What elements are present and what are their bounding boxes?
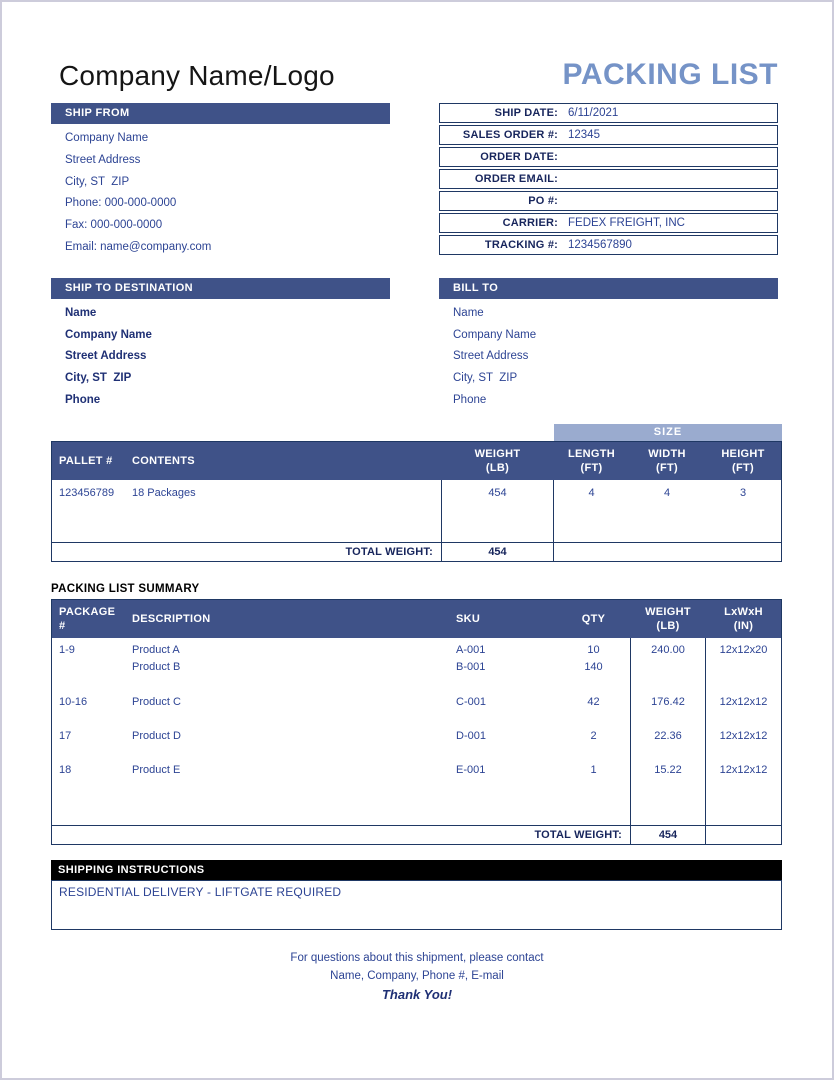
sku-cell: D-001	[456, 729, 486, 742]
footer-contact-line: For questions about this shipment, please contact	[290, 951, 544, 964]
ship-to-name: Name	[65, 306, 97, 319]
length-column-header: LENGTH (FT)	[567, 447, 616, 474]
qty-cell: 1	[590, 763, 597, 776]
summary-table-section	[51, 599, 782, 845]
pallet-number-column-header: PALLET #	[59, 454, 113, 467]
ship-from-lines	[51, 128, 390, 259]
pallet-width-cell: 4	[663, 486, 671, 499]
package-number-cell: 17	[59, 729, 72, 742]
pallet-length-cell: 4	[588, 486, 595, 499]
pallet-height-cell: 3	[739, 486, 747, 499]
shipping-instructions-header: SHIPPING INSTRUCTIONS	[51, 860, 782, 880]
carrier-row	[439, 213, 778, 233]
order-date-row	[439, 147, 778, 167]
summary-weight-column-header: WEIGHT (LB)	[645, 605, 691, 632]
weight-cell: 22.36	[630, 724, 706, 758]
bill-to-phone: Phone	[453, 393, 487, 406]
shipping-instructions-text: RESIDENTIAL DELIVERY - LIFTGATE REQUIRED	[51, 880, 782, 930]
ship-to-bill-to-row	[51, 278, 778, 412]
pallet-total-weight-value: 454	[441, 543, 554, 561]
height-column-header: HEIGHT (FT)	[721, 447, 765, 474]
ship-date-row	[439, 103, 778, 123]
package-number-cell: 1-9	[59, 643, 75, 656]
order-email-row	[439, 169, 778, 189]
carrier-value: FEDEX FREIGHT, INC	[568, 217, 685, 229]
ship-to-header: SHIP TO DESTINATION	[51, 278, 390, 299]
ship-from-email: Email: name@company.com	[65, 240, 212, 253]
summary-row-group-1	[52, 638, 781, 690]
ship-from-fax: Fax: 000-000-0000	[65, 219, 163, 232]
sku-column-header: SKU	[456, 612, 481, 625]
pallet-total-weight-label: TOTAL WEIGHT:	[345, 545, 433, 558]
ship-to-company: Company Name	[65, 328, 152, 341]
description-column-header: DESCRIPTION	[132, 612, 211, 625]
size-group-header: SIZE	[554, 424, 782, 441]
sales-order-row	[439, 125, 778, 145]
tracking-number-row	[439, 235, 778, 255]
summary-total-weight-value: 454	[630, 826, 706, 844]
sku-cell: E-001	[456, 763, 486, 776]
ship-to-city: City, ST ZIP	[65, 372, 132, 385]
contents-column-header: CONTENTS	[132, 454, 195, 467]
footer-contact-details: Name, Company, Phone #, E-mail	[330, 969, 504, 982]
pallet-table	[51, 441, 782, 562]
summary-row-group-3	[52, 724, 781, 758]
summary-section-title: PACKING LIST SUMMARY	[51, 582, 200, 595]
summary-row-group-2	[52, 690, 781, 724]
bill-to-city: City, ST ZIP	[453, 372, 518, 385]
bill-to-header: BILL TO	[439, 278, 778, 299]
pallet-table-section	[51, 424, 782, 562]
pallet-weight-cell: 454	[441, 480, 554, 542]
qty-cell: 10 140	[584, 643, 603, 673]
contents-cell: 18 Packages	[132, 486, 196, 499]
ship-from-street: Street Address	[65, 153, 141, 166]
description-cell: Product E	[132, 763, 181, 776]
shipping-instructions-section	[51, 860, 782, 930]
company-logo-text: Company Name/Logo	[59, 60, 335, 91]
ship-from-phone: Phone: 000-000-0000	[65, 197, 177, 210]
summary-table-body	[52, 638, 781, 825]
pallet-number-cell: 123456789	[59, 486, 115, 499]
summary-row-group-4	[52, 758, 781, 792]
bill-to-lines	[439, 303, 778, 412]
order-date-label: ORDER DATE:	[480, 151, 558, 163]
document-footer	[2, 949, 832, 1004]
qty-column-header: QTY	[581, 612, 606, 625]
ship-date-label: SHIP DATE:	[494, 107, 558, 119]
ship-to-street: Street Address	[65, 350, 147, 363]
bill-to-name: Name	[453, 306, 484, 319]
tracking-number-label: TRACKING #:	[484, 239, 558, 251]
ship-to-section	[51, 278, 390, 412]
document-header	[51, 58, 778, 92]
order-info-table	[439, 103, 778, 259]
summary-empty-space	[52, 792, 781, 825]
package-number-column-header: PACKAGE #	[59, 605, 116, 632]
size-group-row	[51, 424, 782, 441]
ship-date-value: 6/11/2021	[568, 107, 619, 119]
weight-cell: 15.22	[630, 758, 706, 792]
weight-column-header: WEIGHT (LB)	[474, 447, 521, 474]
sales-order-value: 12345	[568, 129, 600, 141]
summary-table	[51, 599, 782, 845]
summary-total-row	[52, 825, 781, 844]
dims-column-header: LxWxH (IN)	[724, 605, 763, 632]
summary-table-header	[52, 600, 781, 638]
order-email-label: ORDER EMAIL:	[474, 173, 558, 185]
pallet-total-row	[52, 542, 781, 561]
ship-from-company: Company Name	[65, 132, 149, 144]
weight-cell: 240.00	[630, 638, 706, 690]
summary-total-weight-label: TOTAL WEIGHT:	[534, 828, 622, 841]
sku-cell: A-001 B-001	[456, 643, 486, 673]
ship-from-order-info-row	[51, 103, 778, 259]
ship-from-header: SHIP FROM	[51, 103, 390, 124]
bill-to-section	[439, 278, 778, 412]
package-number-cell: 18	[59, 763, 72, 776]
qty-cell: 42	[587, 695, 600, 708]
description-cell: Product C	[132, 695, 181, 708]
pallet-table-header	[52, 442, 781, 480]
ship-from-city: City, ST ZIP	[65, 175, 130, 188]
dims-cell: 12x12x12	[719, 695, 768, 708]
pallet-table-row	[52, 480, 781, 542]
description-cell: Product D	[132, 729, 181, 742]
dims-cell: 12x12x20	[719, 643, 768, 656]
ship-to-lines	[51, 303, 390, 412]
qty-cell: 2	[590, 729, 597, 742]
po-number-row	[439, 191, 778, 211]
ship-to-phone: Phone	[65, 393, 101, 406]
sku-cell: C-001	[456, 695, 486, 708]
footer-thank-you: Thank You!	[381, 986, 453, 1002]
po-number-label: PO #:	[528, 195, 558, 207]
ship-from-section	[51, 103, 390, 259]
width-column-header: WIDTH (FT)	[648, 447, 686, 474]
weight-cell: 176.42	[630, 690, 706, 724]
description-cell: Product A Product B	[132, 643, 181, 673]
dims-cell: 12x12x12	[719, 729, 768, 742]
bill-to-street: Street Address	[453, 350, 529, 363]
package-number-cell: 10-16	[59, 695, 88, 708]
sales-order-label: SALES ORDER #:	[462, 129, 558, 141]
dims-cell: 12x12x12	[719, 763, 768, 776]
carrier-label: CARRIER:	[502, 217, 558, 229]
page-title: PACKING LIST	[562, 58, 778, 91]
bill-to-company: Company Name	[453, 328, 537, 341]
tracking-number-value: 1234567890	[568, 239, 632, 251]
